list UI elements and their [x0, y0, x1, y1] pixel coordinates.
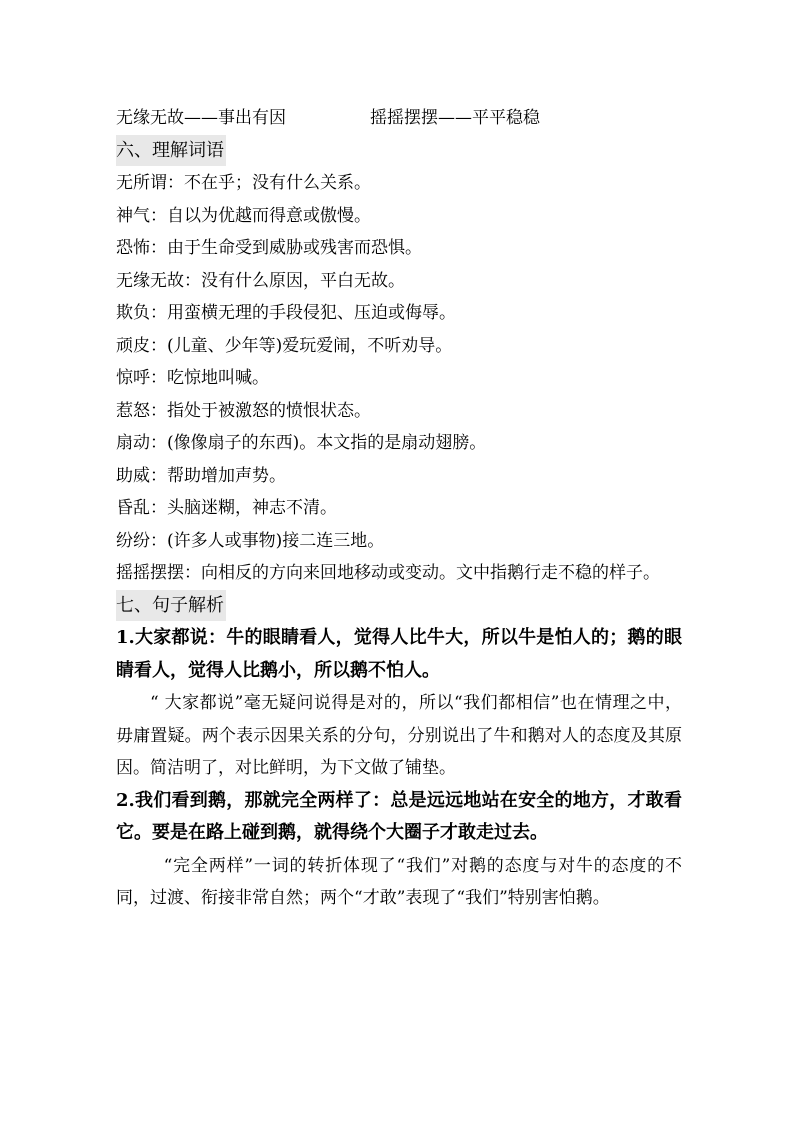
vocab-definition: ：用蛮横无理的手段侵犯、压迫或侮辱。	[150, 303, 456, 323]
antonym-pairs	[116, 102, 682, 135]
vocab-term: 神气	[116, 205, 150, 226]
vocab-item	[116, 557, 682, 590]
sentence-2-analysis: “完全两样”一词的转折体现了“我们”对鹅的态度与对牛的态度的不同，过渡、衔接非常自然；两个“才敢”表现了“我们”特别害怕鹅。	[116, 855, 682, 908]
vocab-item	[116, 265, 682, 298]
vocab-definition: ：不在乎；没有什么关系。	[167, 173, 371, 193]
vocab-definition: ：头脑迷糊，神志不清。	[150, 498, 337, 518]
vocab-definition: ：吃惊地叫喊。	[150, 368, 269, 388]
vocab-term: 无缘无故	[116, 270, 184, 291]
sentence-1-analysis: “ 大家都说”毫无疑问说得是对的，所以“我们都相信”也在情理之中，毋庸置疑。两个表示因果关系的分句，分别说出了牛和鹅对人的态度及其原因。简洁明了，对比鲜明，为下文做了铺垫。	[116, 693, 682, 778]
vocab-definition: ：帮助增加声势。	[150, 465, 286, 486]
vocab-definition: ：向相反的方向来回地移动或变动。文中指鹅行走不稳的样子。	[184, 563, 660, 583]
vocab-item	[116, 492, 682, 525]
vocab-term: 欺负	[116, 303, 150, 323]
vocab-term: 恐怖	[116, 238, 150, 258]
vocab-term: 扇动	[116, 433, 150, 453]
section-7-heading: 七、句子解析	[116, 590, 226, 621]
vocab-definition: ：由于生命受到威胁或残害而恐惧。	[150, 238, 422, 258]
document-content	[116, 102, 682, 915]
vocab-term: 摇摇摆摆	[116, 563, 184, 583]
vocab-item	[116, 232, 682, 265]
vocab-term: 顽皮	[116, 335, 150, 356]
vocab-term: 纷纷	[116, 530, 150, 551]
vocab-item	[116, 362, 682, 395]
vocab-definition: ：(儿童、少年等)爱玩爱闹，不听劝导。	[150, 335, 453, 356]
vocab-term: 昏乱	[116, 498, 150, 518]
vocab-item	[116, 297, 682, 330]
sentence-1-question: 1.大家都说：牛的眼睛看人，觉得人比牛大，所以牛是怕人的；鹅的眼睛看人，觉得人比鹅小，所以鹅不怕人。	[116, 627, 682, 681]
vocab-term: 惹怒	[116, 400, 150, 421]
vocab-item	[116, 167, 682, 200]
vocab-term: 无所谓	[116, 173, 167, 193]
vocab-definition: ：(像像扇子的东西)。本文指的是扇动翅膀。	[150, 433, 487, 453]
section-6-heading: 六、理解词语	[116, 135, 226, 166]
vocab-definition: ：指处于被激怒的愤恨状态。	[150, 400, 371, 421]
section-6-heading-row	[116, 135, 682, 168]
vocab-item	[116, 427, 682, 460]
vocab-definition: ：没有什么原因，平白无故。	[184, 270, 405, 291]
vocab-term: 助威	[116, 465, 150, 486]
section-7-heading-row	[116, 590, 682, 623]
vocab-item	[116, 395, 682, 428]
antonym-pair-2: 摇摇摆摆——平平稳稳	[370, 108, 540, 128]
vocab-item	[116, 460, 682, 493]
vocab-term: 惊呼	[116, 368, 150, 388]
antonym-pair-1: 无缘无故——事出有因	[116, 108, 286, 128]
vocab-item	[116, 330, 682, 363]
sentence-2-question: 2.我们看到鹅，那就完全两样了：总是远远地站在安全的地方，才敢看它。要是在路上碰到鹅，就得绕个大圈子才敢走过去。	[116, 789, 682, 843]
vocab-item	[116, 200, 682, 233]
vocab-item	[116, 525, 682, 558]
vocab-definition: ：(许多人或事物)接二连三地。	[150, 530, 385, 551]
vocab-definition: ：自以为优越而得意或傲慢。	[150, 205, 371, 226]
vocabulary-list	[116, 167, 682, 590]
